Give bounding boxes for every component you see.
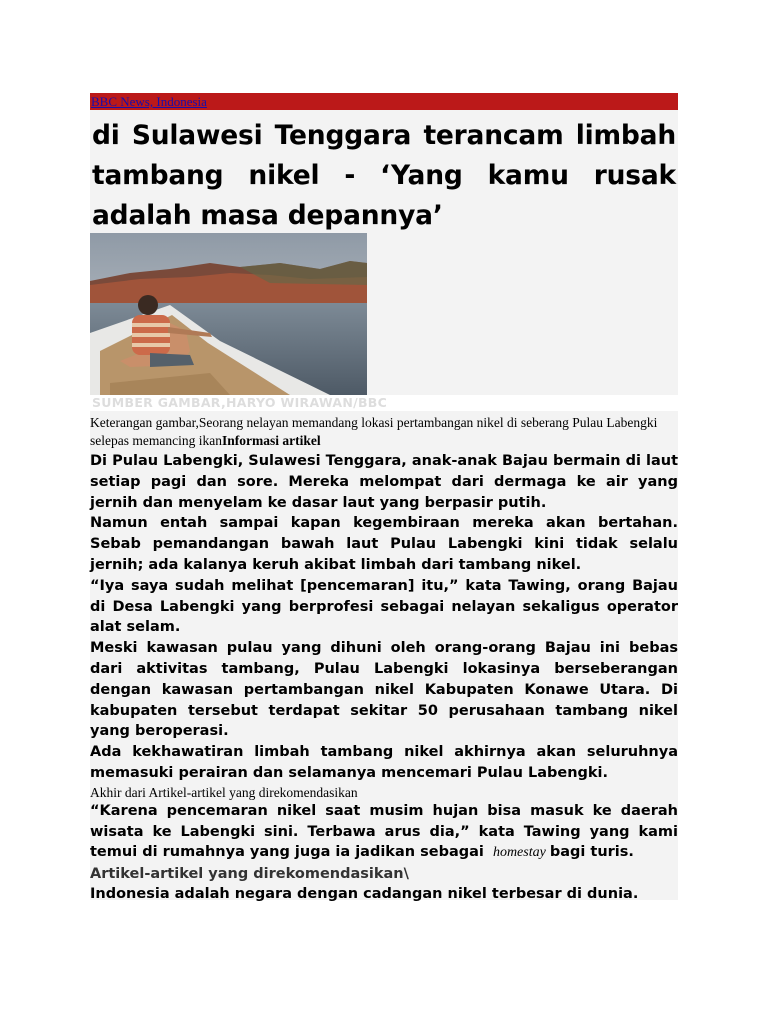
paragraph-5: Ada kekhawatiran limbah tambang nikel akhirnya akan seluruhnya memasuki perairan dan selamanya mencemari Pulau Labengki. <box>90 744 678 781</box>
homestay-term: homestay <box>492 845 546 861</box>
paragraph-1: Di Pulau Labengki, Sulawesi Tenggara, anak-anak Bajau bermain di laut setiap pagi dan sore. Mereka melompat dari dermaga ke air yang jernih dan menyelam ke dasar laut yang berpasir putih. <box>90 453 678 511</box>
bbc-header-bar <box>90 93 678 110</box>
image-credit: SUMBER GAMBAR,HARYO WIRAWAN/BBC <box>92 395 388 410</box>
article-headline: di Sulawesi Tenggara terancam limbah tambang nikel - ‘Yang kamu rusak adalah masa depannya’ <box>92 120 676 231</box>
end-recommended-label: Akhir dari Artikel-artikel yang direkomendasikan <box>90 784 358 800</box>
quote-text: “Karena pencemaran nikel saat musim hujan bisa masuk ke daerah wisata ke Labengki sini. Terbawa arus dia,” kata Tawing yang kami temui di rumahnya yang juga ia jadikan sebagai <box>90 802 678 861</box>
image-caption <box>90 414 678 450</box>
bbc-news-indonesia-link[interactable]: BBC News, Indonesia <box>91 94 207 109</box>
article-page <box>90 93 678 903</box>
paragraph-2: Namun entah sampai kapan kegembiraan mereka akan bertahan. Sebab pemandangan bawah laut Pulau Labengki kini tidak selalu jernih; ada kalanya keruh akibat limbah dari tambang nikel. <box>90 515 678 573</box>
caption-text: Keterangan gambar,Seorang nelayan memandang lokasi pertambangan nikel di seberang Pulau Labengki selepas memancing ikan <box>90 415 658 448</box>
quote-paragraph <box>90 801 678 864</box>
paragraph-last: Indonesia adalah negara dengan cadangan nikel terbesar di dunia. <box>90 886 639 903</box>
article-info-label: Informasi artikel <box>221 433 321 448</box>
quote-ending: bagi turis. <box>549 844 634 861</box>
recommended-articles-heading: Artikel-artikel yang direkomendasikan\ <box>90 866 409 883</box>
paragraph-4: Meski kawasan pulau yang dihuni oleh orang-orang Bajau ini bebas dari aktivitas tambang, Pulau Labengki lokasinya berseberangan dengan kawasan pertambangan nikel Kabupaten Konawe Utara. Di kabupaten tersebut terdapat sekitar 50 perusahaan tambang nikel yang beroperasi. <box>90 640 678 740</box>
article-body <box>90 451 678 905</box>
paragraph-3: “Iya saya sudah melihat [pencemaran] itu,” kata Tawing, orang Bajau di Desa Labengki yang berprofesi sebagai nelayan sekaligus operator alat selam. <box>90 577 678 636</box>
article-photo-fisherman <box>90 233 367 395</box>
